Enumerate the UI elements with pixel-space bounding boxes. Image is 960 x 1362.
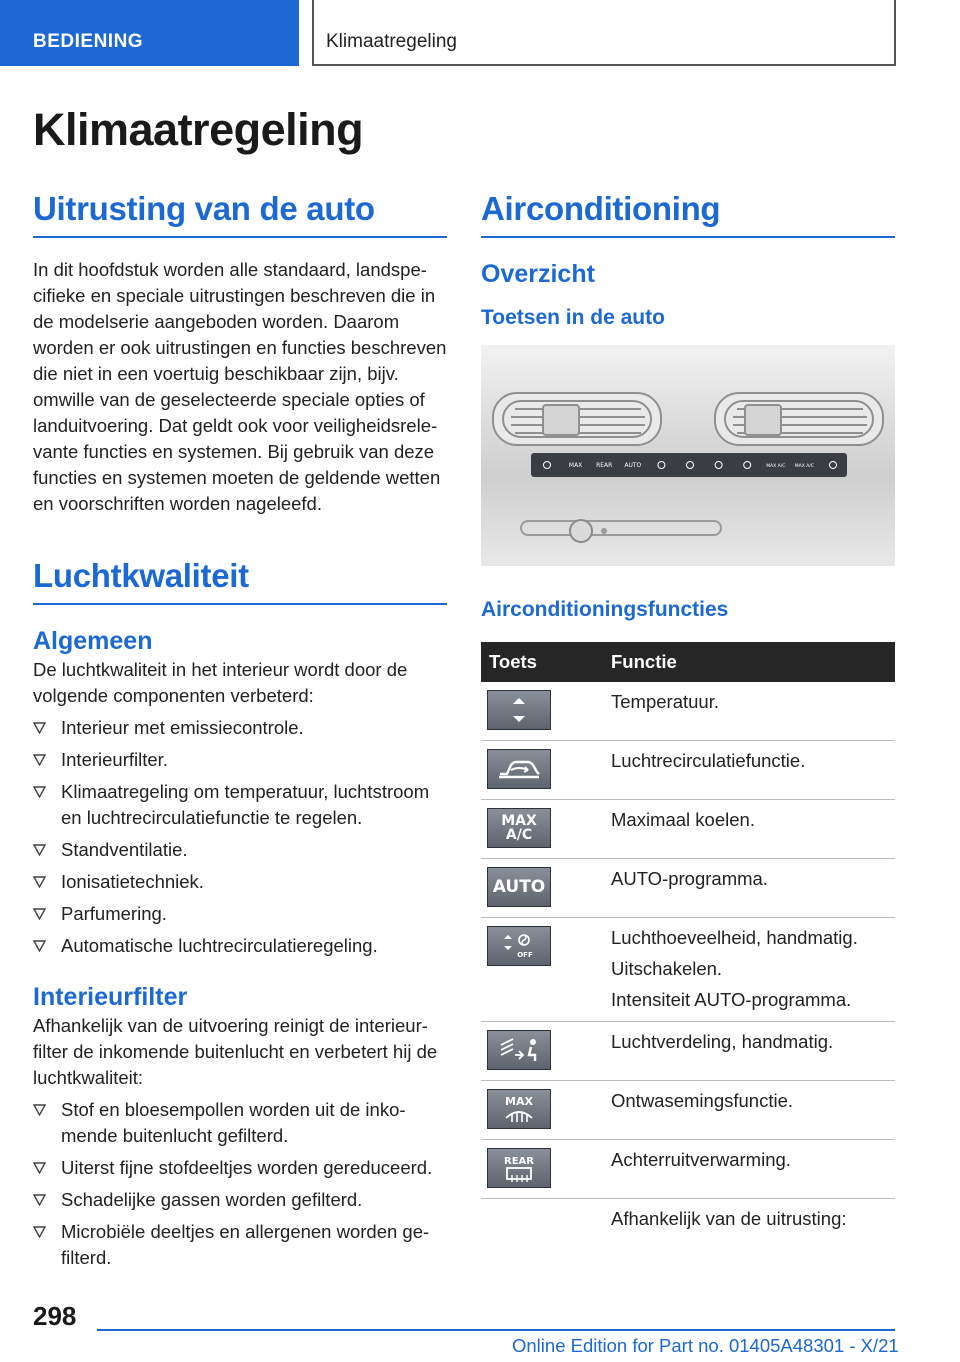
triangle-bullet-icon xyxy=(33,754,46,766)
table-row xyxy=(481,1140,895,1199)
general-text: De luchtkwaliteit in het interieur wordt door de volgende componenten verbeterd: xyxy=(33,659,408,706)
list-item: Stof en bloesempollen worden uit de inkomende buitenlucht gefilterd. xyxy=(33,1097,447,1149)
function-text: Luchtverdeling, handmatig. xyxy=(611,1031,834,1052)
footer-divider xyxy=(97,1329,895,1331)
triangle-bullet-icon xyxy=(33,876,46,888)
function-text: Maximaal koelen. xyxy=(611,809,755,830)
svg-text:MAX: MAX xyxy=(568,462,583,469)
list-item: Automatische luchtrecirculatieregeling. xyxy=(33,933,447,959)
table-row xyxy=(481,859,895,918)
lower-trim xyxy=(521,521,721,535)
volume-knob xyxy=(570,520,592,542)
list-item: Ionisatietechniek. xyxy=(33,869,447,895)
filter-list xyxy=(33,1097,447,1271)
svg-text:OFF: OFF xyxy=(517,951,533,959)
max-defrost-icon xyxy=(569,462,582,469)
list-item: Schadelijke gassen worden gefilterd. xyxy=(33,1187,447,1213)
max-ac-icon xyxy=(766,463,785,469)
rear-defrost-icon xyxy=(487,1148,551,1188)
list-item: Standventilatie. xyxy=(33,837,447,863)
table-row xyxy=(481,1199,895,1241)
list-item: Microbiële deeltjes en allergenen worden gefilterd. xyxy=(33,1219,447,1271)
svg-text:MAX: MAX xyxy=(505,1095,533,1108)
right-column xyxy=(481,190,895,1240)
rear-defrost-icon xyxy=(596,462,612,469)
table-row xyxy=(481,1022,895,1081)
table-row xyxy=(481,918,895,1022)
svg-text:MAX A/C: MAX A/C xyxy=(794,464,815,469)
small-button xyxy=(601,528,607,534)
list-item: Parfumering. xyxy=(33,901,447,927)
fan-off-icon xyxy=(487,926,551,966)
left-air-vent xyxy=(493,393,661,445)
function-text: Ontwasemingsfunctie. xyxy=(611,1090,794,1111)
triangle-bullet-icon xyxy=(33,1104,46,1116)
functions-table xyxy=(481,642,895,1240)
auto-icon xyxy=(624,462,641,469)
column-header-key: Toets xyxy=(481,642,603,682)
edition-info: Online Edition for Part no. 01405A48301 - X/21 xyxy=(512,1335,899,1356)
heading-air-quality: Luchtkwaliteit xyxy=(33,557,447,605)
svg-text:REAR: REAR xyxy=(596,462,613,469)
list-item: Uiterst fijne stofdeeltjes worden gereduceerd. xyxy=(33,1155,447,1181)
air-distribution-icon xyxy=(487,1030,551,1070)
section-tab: BEDIENING xyxy=(0,0,299,66)
climate-panel-illustration xyxy=(481,345,895,566)
table-row xyxy=(481,741,895,800)
recirculation-icon xyxy=(487,749,551,789)
function-text: AUTO-programma. xyxy=(611,868,768,889)
heading-interior-filter: Interieurfilter xyxy=(33,983,188,1011)
heading-airconditioning: Airconditioning xyxy=(481,190,895,238)
heading-ac-functions: Airconditioningsfuncties xyxy=(481,598,729,621)
max-ac-icon xyxy=(795,463,814,469)
chapter-tab: Klimaatregeling xyxy=(312,0,896,66)
triangle-bullet-icon xyxy=(33,1162,46,1174)
temperature-arrows-icon xyxy=(487,690,551,730)
max-defrost-icon xyxy=(487,1089,551,1129)
page-header xyxy=(0,0,960,66)
left-column xyxy=(33,190,447,1271)
triangle-bullet-icon xyxy=(33,786,46,798)
page-title: Klimaatregeling xyxy=(33,104,364,155)
heading-buttons-in-car: Toetsen in de auto xyxy=(481,306,665,329)
page-number: 298 xyxy=(33,1301,77,1331)
triangle-bullet-icon xyxy=(33,908,46,920)
triangle-bullet-icon xyxy=(33,844,46,856)
triangle-bullet-icon xyxy=(33,1194,46,1206)
heading-general: Algemeen xyxy=(33,627,153,655)
svg-text:MAX A/C: MAX A/C xyxy=(766,464,786,469)
list-item: Interieurfilter. xyxy=(33,747,447,773)
auto-icon: AUTO xyxy=(487,867,551,907)
svg-text:AUTO: AUTO xyxy=(624,462,642,469)
table-row xyxy=(481,1081,895,1140)
triangle-bullet-icon xyxy=(33,722,46,734)
list-item: Interieur met emissiecontrole. xyxy=(33,715,447,741)
filter-text: Afhankelijk van de uitvoering reinigt de interieurfilter de inkomende buitenlucht en verbetert hij de luchtkwaliteit: xyxy=(33,1015,438,1088)
equipment-text: In dit hoofdstuk worden alle standaard, landspecifieke en speciale uitrustingen beschreven die in de modelserie aangeboden worden. Daarom worden er ook uitrustingen en functies beschreven die niet in een voertuig beschikbaar zijn, bijv. omwille van de geselecteerde speciale opties of landuitvoering. Dat geldt ook voor veiligheidsrelevante functies en systemen. Bij gebruik van deze functies en systemen moeten de geldende wetten en voorschriften worden nageleefd. xyxy=(33,259,447,514)
triangle-bullet-icon xyxy=(33,940,46,952)
function-text: Achterruitverwarming. xyxy=(611,1149,791,1170)
triangle-bullet-icon xyxy=(33,1226,46,1238)
table-row xyxy=(481,682,895,741)
table-header-row xyxy=(481,642,895,682)
general-list xyxy=(33,715,447,959)
max-ac-icon: MAX A/C xyxy=(487,808,551,848)
heading-equipment: Uitrusting van de auto xyxy=(33,190,447,238)
column-header-function: Functie xyxy=(603,642,895,682)
function-text: Temperatuur. xyxy=(611,691,719,712)
table-row xyxy=(481,800,895,859)
svg-text:REAR: REAR xyxy=(504,1156,534,1167)
function-text: Luchtrecirculatiefunctie. xyxy=(611,750,806,771)
function-text: Uitschakelen. xyxy=(611,958,723,979)
right-air-vent xyxy=(715,393,883,445)
function-text: Afhankelijk van de uitrusting: xyxy=(611,1208,847,1229)
function-text: Intensiteit AUTO-programma. xyxy=(611,989,852,1010)
climate-panel-photo xyxy=(481,345,895,566)
list-item: Klimaatregeling om temperatuur, luchtstroom en luchtrecirculatiefunctie te regelen. xyxy=(33,779,447,831)
heading-overview: Overzicht xyxy=(481,260,595,288)
function-text: Luchthoeveelheid, handmatig. xyxy=(611,927,858,948)
